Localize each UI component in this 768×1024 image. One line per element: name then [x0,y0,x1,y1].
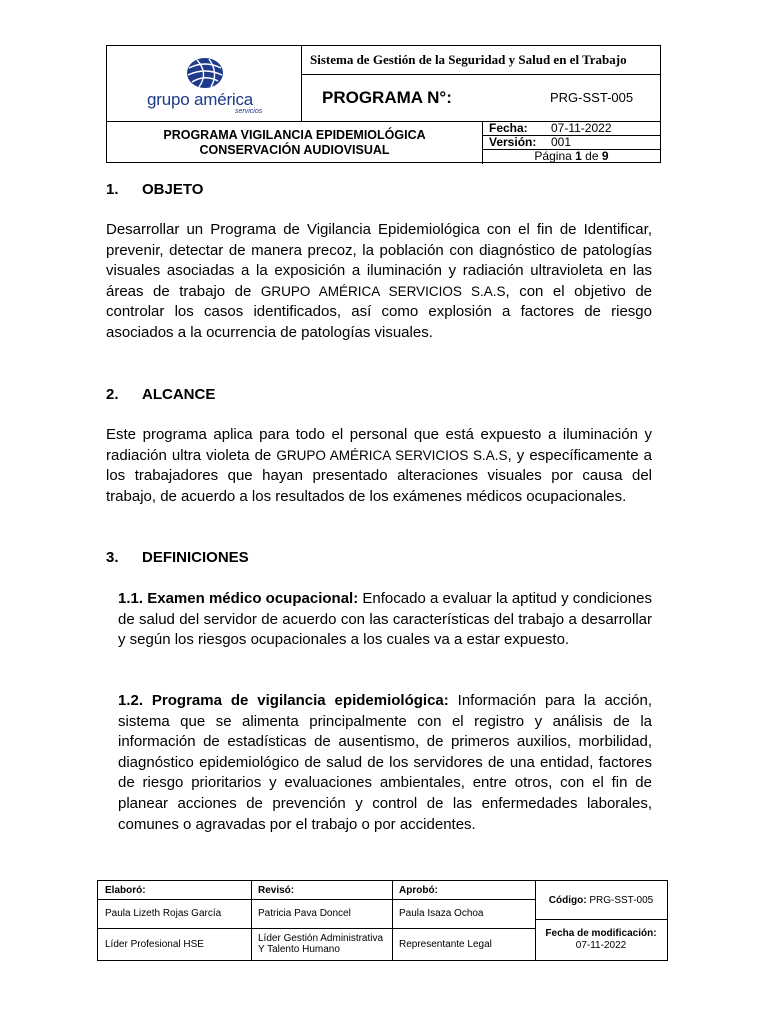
section-number: 2. [106,386,119,403]
document-title-line1: PROGRAMA VIGILANCIA EPIDEMIOLÓGICA [163,128,426,142]
page-word: Página [534,149,572,163]
definition-term: 1.2. Programa de vigilancia epidemiológica: [118,692,449,709]
company-name: GRUPO AMÉRICA SERVICIOS S.A.S [260,283,506,299]
document-title [107,122,483,164]
page-of: de [585,149,599,163]
header-row-2 [107,121,660,162]
elaboro-label: Elaboró: [105,884,146,896]
program-code: PRG-SST-005 [550,90,634,105]
aprobo-name: Paula Isaza Ochoa [399,908,484,919]
fecha-modificacion-cell [535,919,667,960]
program-label: PROGRAMA N°: [322,88,452,107]
reviso-role-line2: Y Talento Humano [258,944,340,955]
codigo-cell [535,881,667,919]
fecha-modificacion-value: 07-11-2022 [575,939,627,951]
page-row [483,150,660,164]
aprobo-role: Representante Legal [399,938,492,950]
approval-footer [97,880,668,961]
fecha-value: 07-11-2022 [551,121,612,135]
section-number: 3. [106,549,119,566]
definition-examen-medico [118,589,652,651]
paragraph-objeto [106,220,652,344]
version-value: 001 [551,135,572,149]
logo-subtitle: servicios [235,108,263,115]
definition-text: Información para la acción, sistema que se alimenta principalmente con el registro y análisis de la información de estadísticas de ausentismo, de primeros auxilios, morbilidad, diagnóstico epidemiológico de salud de los servidores de una entidad, factores de riesgo prioritarios y evaluaciones ambientales, entre otros, con el fin de planear acciones de prevención y control de las enfermedades laborales, comunes o agravadas por el trabajo o por accidentes. [118,692,652,833]
section-number: 1. [106,181,119,198]
version-row [483,136,660,150]
page-total: 9 [601,149,609,163]
paragraph-text: Este programa aplica para todo el personal que está expuesto a iluminación y radiación ultra violeta de [106,426,652,464]
paragraph-text: , con el objetivo de controlar los casos identificados, así como explosión a factores de riesgo asociados a la ocurrencia de patologías visuales. [106,282,652,341]
codigo-label: Código: [548,894,587,906]
reviso-role [251,928,392,960]
page-indicator [483,150,660,163]
reviso-label: Revisó: [258,884,295,896]
definition-programa-vigilancia [118,691,652,835]
reviso-role-line1: Líder Gestión Administrativa [258,933,384,944]
fecha-label: Fecha: [489,121,528,135]
fecha-modificacion-label: Fecha de modificación: [545,927,657,939]
elaboro-role: Líder Profesional HSE [105,938,204,950]
codigo-value: PRG-SST-005 [589,894,654,906]
definition-text: Enfocado a evaluar la aptitud y condiciones de salud del servidor de acuerdo con las características del trabajo a desarrollar y según los riesgos ocupacionales a los cuales va a estar expuesto. [118,590,652,649]
program-number-cell [302,75,660,121]
section-title: OBJETO [142,181,204,198]
document-meta [483,122,660,164]
section-heading-definiciones [106,549,249,566]
section-heading-alcance [106,386,215,403]
logo-cell [107,46,302,121]
elaboro-name: Paula Lizeth Rojas García [105,908,222,919]
document-header [106,45,661,163]
paragraph-text: , y específicamente a los trabajadores que hayan presentado alteraciones visuales por causa del trabajo, de acuerdo a los resultados de los exámenes médicos ocupacionales. [106,446,652,505]
system-title: Sistema de Gestión de la Seguridad y Salud en el Trabajo [302,46,660,75]
document-title-line2: CONSERVACIÓN AUDIOVISUAL [199,143,390,157]
logo-wordmark: grupo américa [147,90,254,109]
section-title: ALCANCE [142,386,216,403]
paragraph-text: Desarrollar un Programa de Vigilancia Epidemiológica con el fin de Identificar, prevenir, detectar de manera precoz, la población con diagnóstico de patologías visuales asociadas a la exposición a iluminación y radiación ultravioleta en las áreas de trabajo de [106,221,652,300]
page-number: 1 [575,149,582,163]
version-label: Versión: [489,135,537,149]
aprobo-label: Aprobó: [399,884,438,896]
fecha-row [483,122,660,136]
company-name: GRUPO AMÉRICA SERVICIOS S.A.S [276,447,508,463]
reviso-name: Patricia Pava Doncel [258,908,351,919]
definition-term: 1.1. Examen médico ocupacional: [118,590,359,607]
paragraph-alcance [106,425,652,507]
globe-logo-icon [183,56,227,90]
section-heading-objeto [106,181,203,198]
section-title: DEFINICIONES [142,549,249,566]
